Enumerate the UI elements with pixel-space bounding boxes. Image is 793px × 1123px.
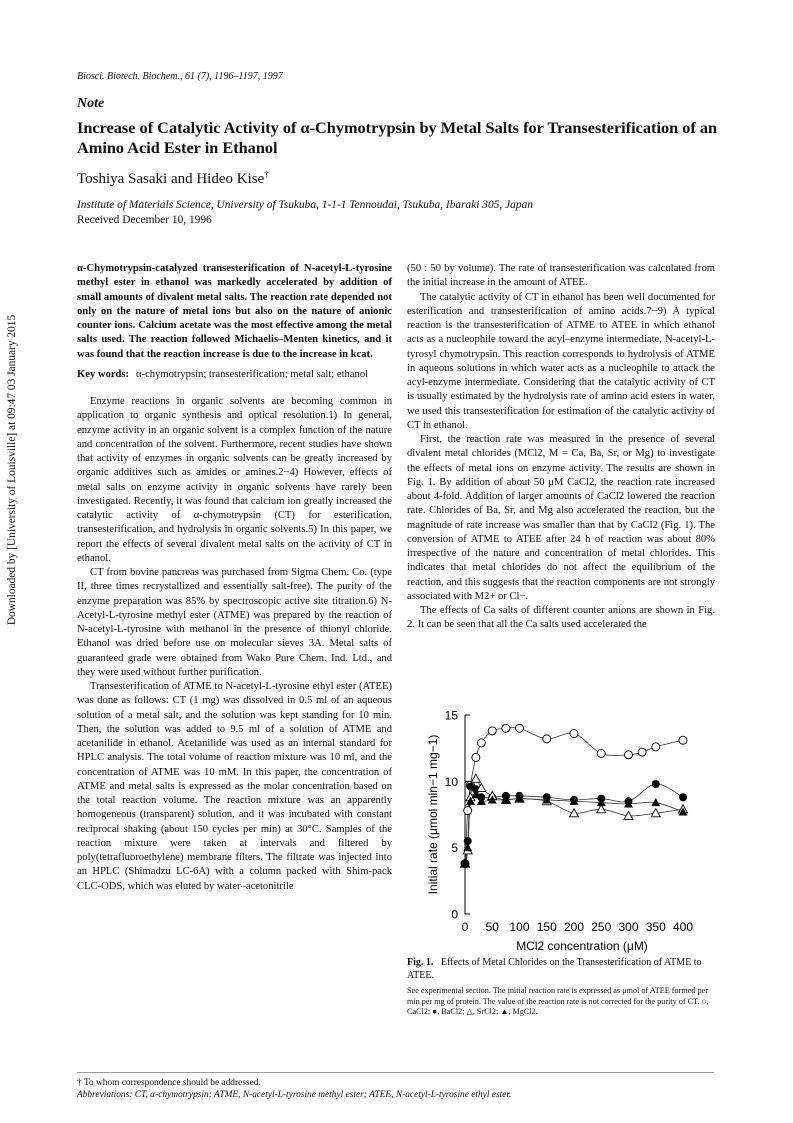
footnote-separator [77, 1072, 714, 1073]
series-line-CaCl2 [465, 727, 683, 863]
data-point-CaCl2 [625, 751, 633, 759]
data-point-CaCl2 [570, 730, 578, 738]
footnote-abbreviations: Abbreviations: CT, α-chymotrypsin; ATME, N-acetyl-L-tyrosine methyl ester; ATEE, N-acetyl-L-tyrosine ethyl ester. [77, 1090, 512, 1100]
footnote-correspondence: † To whom correspondence should be addressed. [77, 1078, 261, 1088]
paragraph-materials: CT from bovine pancreas was purchased from Sigma Chem. Co. (type II, three times recrystallized and essentially salt-free). The purity of the enzyme preparation was 85% by spectroscopic active site titration.6) N-Acetyl-L-tyrosine methyl ester (ATME) was prepared by the reaction of N-acetyl-L-tyrosine with methanol in the presence of thionyl chloride. Ethanol was dried before use on molecular sieves 3A. Metal salts of guaranteed grade were obtained from Wako Pure Chem. Ind. Ltd., and they were used without further purification. [77, 567, 392, 678]
series-line-BaCl2 [465, 783, 683, 864]
figure-1-chart [407, 704, 715, 956]
data-point-BaCl2 [652, 780, 660, 788]
received-date: Received December 10, 1996 [77, 214, 212, 226]
data-point-BaCl2 [679, 793, 687, 801]
paragraph-method-cont: (50 : 50 by volume). The rate of transesterification was calculated from the initial increase in the amount of ATEE. [407, 263, 715, 289]
keywords-label: Key words: [77, 368, 130, 380]
journal-citation: Biosci. Biotech. Biochem., 61 (7), 1196–1197, 1997 [77, 71, 283, 82]
section-label: Note [77, 96, 105, 111]
data-point-CaCl2 [638, 748, 646, 756]
footnotes [77, 1077, 511, 1101]
y-tick-label: 5 [451, 841, 458, 856]
x-tick-label: 300 [618, 920, 639, 934]
authors [77, 169, 269, 188]
x-tick-label: 350 [645, 920, 666, 934]
data-point-CaCl2 [652, 743, 660, 751]
keywords-text: α-chymotrypsin; transesterification; metal salt; ethanol [136, 368, 369, 380]
download-watermark [2, 110, 22, 830]
author-mark: † [264, 169, 269, 179]
x-axis-label: MCl2 concentration (μM) [516, 939, 648, 953]
author-names: Toshiya Sasaki and Hideo Kise [77, 171, 265, 187]
data-point-SrCl2 [471, 774, 480, 782]
x-tick-label: 0 [461, 920, 469, 934]
data-point-CaCl2 [488, 727, 496, 735]
y-axis-label: Initial rate (μmol min−1 mg−1) [426, 734, 440, 895]
paragraph-intro: Enzyme reactions in organic solvents are becoming common in application to organic synthesis and optical resolution.1) In general, enzyme activity in an organic solvent is a complex function of the nature and concentration of the solvent. Furthermore, recent studies have shown that activity of enzymes in organic solvents can be greatly increased by organic additives such as amides or amines.2−4) However, effects of metal salts on enzyme activity in organic solvents have rarely been investigated. Recently, it was found that calcium ion greatly increased the catalytic activity of α-chymotrypsin (CT) for esterification, transesterification, and hydrolysis in organic solvents.5) In this paper, we report the effects of several divalent metal salts on the activity of CT in ethanol. [77, 396, 392, 564]
paragraph-results-anions: The effects of Ca salts of different counter anions are shown in Fig. 2. It can be seen that all the Ca salts used accelerated the [407, 605, 715, 631]
x-tick-label: 50 [485, 920, 499, 934]
data-point-CaCl2 [502, 724, 510, 732]
article-title: Increase of Catalytic Activity of α-Chymotrypsin by Metal Salts for Transesterification of an Amino Acid Ester in Ethanol [77, 118, 718, 157]
data-point-CaCl2 [543, 735, 551, 743]
x-tick-label: 100 [509, 920, 530, 934]
paragraph-background: The catalytic activity of CT in ethanol has been well documented for esterification and transesterification of amino acids.7−9) A typical reaction is the transesterification of ATME to ATEE in which ethanol acts as a nucleophile toward the acyl–enzyme intermediate, N-acetyl-L-tyrosyl chymotrypsin. This reaction corresponds to hydrolysis of ATME in aqueous solutions in which water acts as a nucleophile to attack the acyl-enzyme intermediate. Considering that the catalytic activity of CT is usually estimated by the hydrolysis rate of amino acid esters in water, we used this transesterification for estimation of the catalytic activity of CT in ethanol. [407, 291, 715, 431]
data-point-CaCl2 [679, 736, 687, 744]
series-line-SrCl2 [465, 778, 683, 863]
download-watermark-text: Downloaded by [University of Louisville] at 09:47 03 January 2015 [6, 314, 18, 626]
data-point-CaCl2 [597, 749, 605, 757]
x-tick-label: 200 [563, 920, 585, 934]
caption-label: Fig. 1. [407, 957, 434, 968]
data-point-CaCl2 [477, 739, 485, 747]
figure-1 [407, 704, 715, 956]
data-point-CaCl2 [472, 753, 480, 761]
y-tick-label: 0 [451, 907, 458, 922]
caption-title: Effects of Metal Chlorides on the Transesterification of ATME to ATEE. [407, 957, 702, 981]
paragraph-results-chlorides: First, the reaction rate was measured in the presence of several divalent metal chlorides (MCl2, M = Ca, Ba, Sr, or Mg) to investigate the effects of metal ions on enzyme activity. The results are shown in Fig. 1. By addition of about 50 μM CaCl2, the reaction rate increased about 4-fold. Addition of larger amounts of CaCl2 lowered the reaction rate. Chlorides of Ba, Sr, and Mg also accelerated the reaction, but the magnitude of rate increase was smaller than that by CaCl2 (Fig. 1). The conversion of ATME to ATEE after 24 h of reaction was about 80% irrespective of the nature and concentration of metal chlorides. This indicates that metal chlorides do not affect the equilibrium of the reaction, and this suggests that the reaction components are not strongly associated with M2+ or Cl−. [407, 434, 715, 602]
right-column [407, 262, 715, 633]
figure-1-caption [407, 957, 717, 1018]
y-tick-label: 15 [444, 708, 458, 723]
x-tick-label: 400 [672, 920, 694, 934]
x-tick-label: 250 [591, 920, 612, 934]
data-point-CaCl2 [516, 724, 524, 732]
affiliation: Institute of Materials Science, University of Tsukuba, 1-1-1 Tennoudai, Tsukuba, Ibaraki 305, Japan [77, 199, 533, 211]
left-column [77, 262, 392, 894]
x-tick-label: 150 [536, 920, 557, 934]
y-tick-label: 10 [444, 774, 458, 789]
caption-note: See experimental section. The initial reaction rate is expressed as μmol of ATEE formed per min per mg of protein. The value of the reaction rate is not corrected for the purity of CT. ○, CaCl2; ●, BaCl2; △, SrCl2; ▲, MgCl2. [407, 986, 709, 1016]
abstract: α-Chymotrypsin-catalyzed transesterification of N-acetyl-L-tyrosine methyl ester in ethanol was markedly accelerated by addition of small amounts of divalent metal salts. The reaction rate depended not only on the nature of metal ions but also on the nature of anionic counter ions. Calcium acetate was the most effective among the metal salts used. The reaction followed Michaelis–Menten kinetics, and it was found that the reaction increase is due to the increase in kcat. [77, 263, 392, 360]
keywords [77, 368, 392, 382]
paragraph-method: Transesterification of ATME to N-acetyl-L-tyrosine ethyl ester (ATEE) was done as follows: CT (1 mg) was dissolved in 0.5 ml of an aqueous solution of a metal salt, and the solution was kept standing for 10 min. Then, the solution was added to 9.5 ml of a solution of ATME and acetanilide in ethanol. Acetanilide was used as an internal standard for HPLC analysis. The total volume of reaction mixture was 10 ml, and the concentration of ATME was 10 mM. In this paper, the concentration of ATME and metal salts is expressed as the molar concentration based on the total reaction volume. The reaction mixture was an apparently homogeneous (transparent) solution, and it was incubated with constant reciprocal shaking (about 150 cycles per min) at 30°C. Samples of the reaction mixture were taken at intervals and filtered by poly(tetrafluoroethylene) membrane filters. The filtrate was injected into an HPLC (Shimadzu LC-6A) with a column packed with Shim-pack CLC-ODS, which was eluted by water–acetonitrile [77, 681, 392, 892]
data-point-CaCl2 [464, 807, 472, 815]
